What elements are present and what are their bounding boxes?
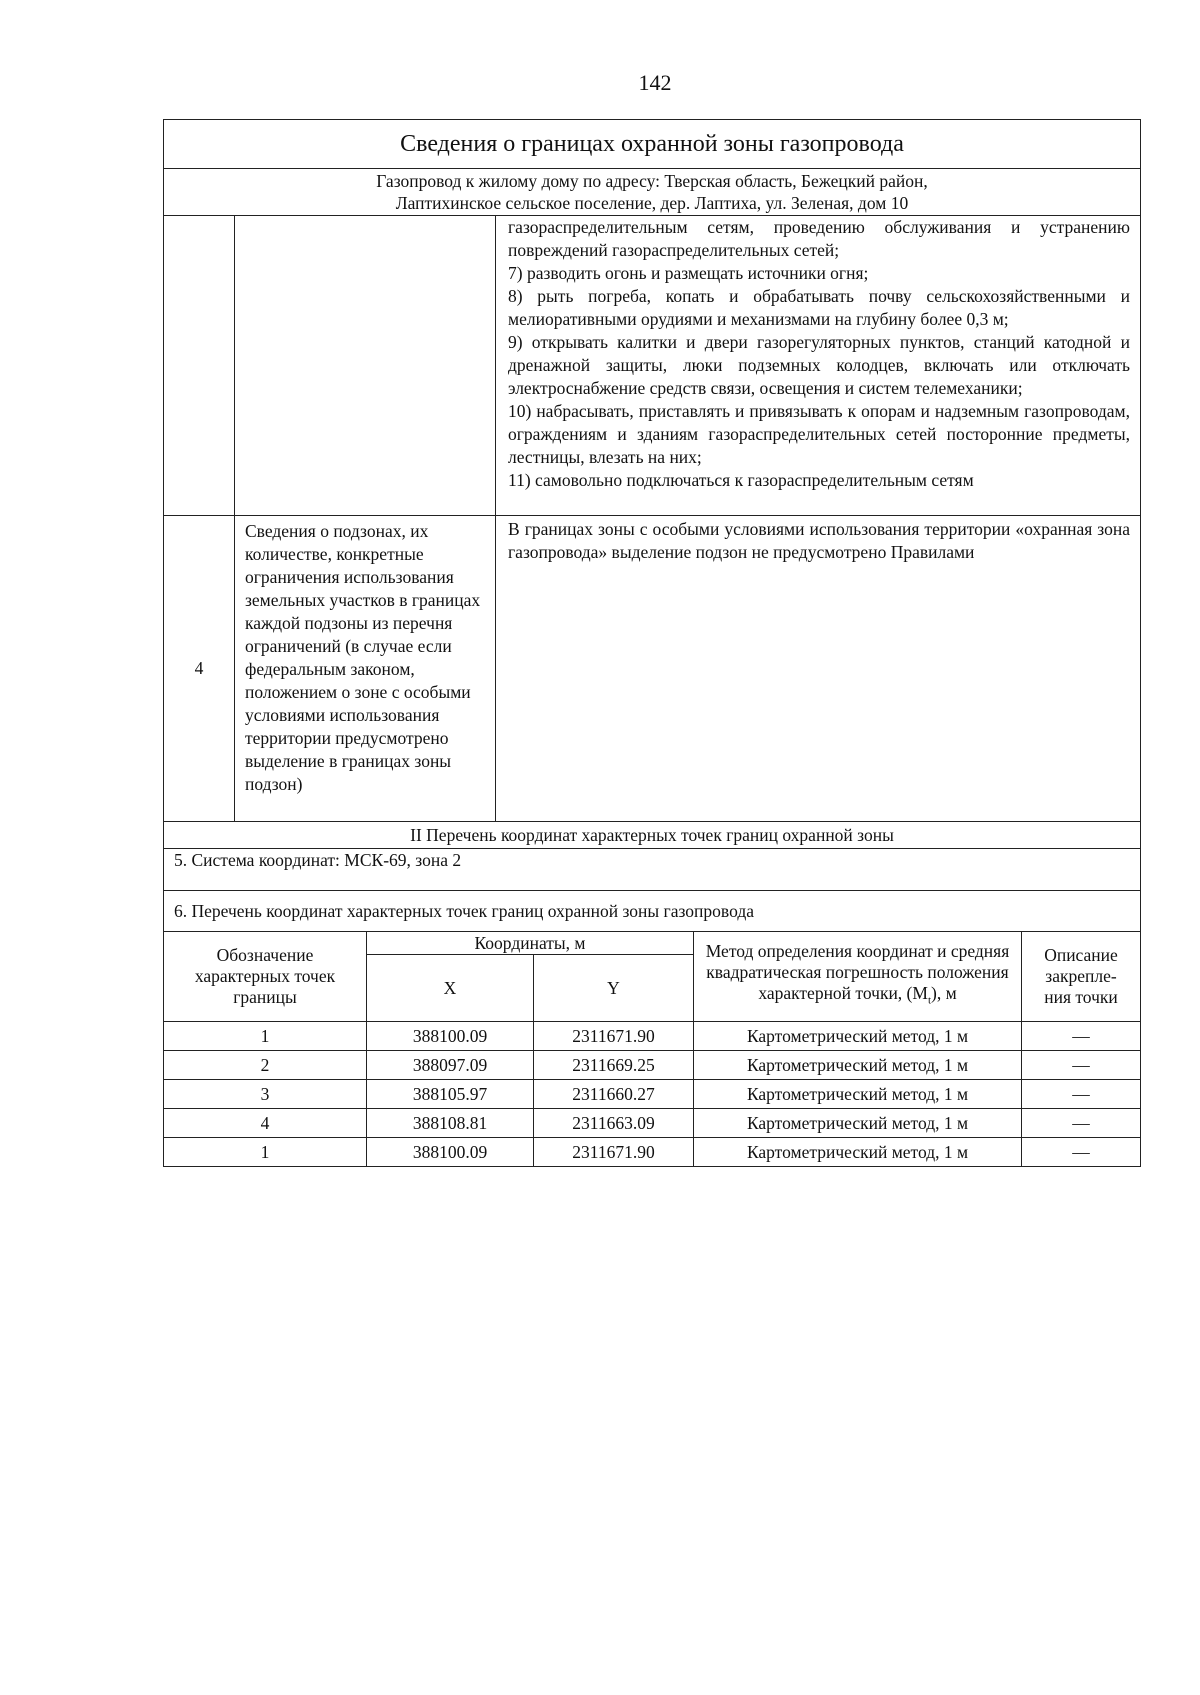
table-row <box>164 1138 1141 1167</box>
header-description: Описание закрепле-ния точки <box>1022 932 1141 1022</box>
restriction-item: 10) набрасывать, приставлять и привязывать к опорам и надземным газопроводам, ограждениям и зданиям газораспределительных сетей посторонние предметы, лестницы, влезать на них; <box>508 401 1130 467</box>
table-row <box>164 1022 1141 1051</box>
header-method-unit: ), м <box>931 983 957 1004</box>
cell-y: 2311660.27 <box>534 1080 694 1109</box>
cell-y: 2311669.25 <box>534 1051 694 1080</box>
zone-info-table <box>163 119 1141 932</box>
cell-description: — <box>1022 1051 1141 1080</box>
cell-y: 2311671.90 <box>534 1138 694 1167</box>
header-point: Обозначение характерных точек границы <box>164 932 367 1022</box>
header-y: Y <box>534 955 694 1022</box>
cell-x: 388097.09 <box>367 1051 534 1080</box>
cell-method: Картометрический метод, 1 м <box>694 1022 1022 1051</box>
row-number: 4 <box>164 516 235 822</box>
cell-x: 388100.09 <box>367 1022 534 1051</box>
document-sheet <box>163 119 1141 1167</box>
cell-x: 388105.97 <box>367 1080 534 1109</box>
table-row <box>164 1051 1141 1080</box>
cell-point: 4 <box>164 1109 367 1138</box>
cell-point: 2 <box>164 1051 367 1080</box>
subtitle-line-1: Газопровод к жилому дому по адресу: Тверская область, Бежецкий район, <box>376 171 928 191</box>
restriction-item: газораспределительным сетям, проведению обслуживания и устранению повреждений газораспределительных сетей; <box>508 217 1130 260</box>
coordinates-table <box>163 931 1141 1167</box>
cell-description: — <box>1022 1022 1141 1051</box>
table-row <box>164 1080 1141 1109</box>
cell-point: 1 <box>164 1138 367 1167</box>
header-x: X <box>367 955 534 1022</box>
cell-y: 2311663.09 <box>534 1109 694 1138</box>
document-title: Сведения о границах охранной зоны газопровода <box>164 120 1141 169</box>
header-method <box>694 932 1022 1022</box>
header-method-subscript: t <box>927 994 932 1007</box>
restrictions-continued <box>496 216 1141 516</box>
cell-description: — <box>1022 1080 1141 1109</box>
section-2-title: II Перечень координат характерных точек границ охранной зоны <box>164 822 1141 849</box>
continued-label-cell <box>235 216 496 516</box>
cell-description: — <box>1022 1109 1141 1138</box>
subtitle-line-2: Лаптихинское сельское поселение, дер. Лаптиха, ул. Зеленая, дом 10 <box>395 193 909 213</box>
subzones-value: В границах зоны с особыми условиями использования территории «охранная зона газопровода» выделение подзон не предусмотрено Правилами <box>496 516 1141 822</box>
continued-number-cell <box>164 216 235 516</box>
header-method-text: Метод определения координат и средняя квадратическая погрешность положения характерной точки, (М <box>705 941 1010 1004</box>
cell-point: 3 <box>164 1080 367 1109</box>
coordinate-system: 5. Система координат: МСК-69, зона 2 <box>164 849 1141 891</box>
points-list-title: 6. Перечень координат характерных точек границ охранной зоны газопровода <box>164 891 1141 932</box>
restriction-item: 8) рыть погреба, копать и обрабатывать почву сельскохозяйственными и мелиоративными орудиями и механизмами на глубину более 0,3 м; <box>508 286 1130 329</box>
cell-y: 2311671.90 <box>534 1022 694 1051</box>
page-number: 142 <box>638 70 672 95</box>
cell-x: 388100.09 <box>367 1138 534 1167</box>
cell-method: Картометрический метод, 1 м <box>694 1080 1022 1109</box>
subzones-label: Сведения о подзонах, их количестве, конкретные ограничения использования земельных участков в границах каждой подзоны из перечня ограничений (в случае если федеральным законом, положением о зоне с особыми условиями использования территории предусмотрено выделение в границах зоны подзон) <box>235 516 496 822</box>
restriction-item: 11) самовольно подключаться к газораспределительным сетям <box>508 470 974 490</box>
cell-point: 1 <box>164 1022 367 1051</box>
restriction-item: 7) разводить огонь и размещать источники огня; <box>508 263 869 283</box>
table-row <box>164 1109 1141 1138</box>
header-coordinates: Координаты, м <box>367 932 694 955</box>
cell-method: Картометрический метод, 1 м <box>694 1051 1022 1080</box>
document-subtitle <box>164 169 1141 216</box>
cell-method: Картометрический метод, 1 м <box>694 1109 1022 1138</box>
cell-method: Картометрический метод, 1 м <box>694 1138 1022 1167</box>
cell-x: 388108.81 <box>367 1109 534 1138</box>
restriction-item: 9) открывать калитки и двери газорегуляторных пунктов, станций катодной и дренажной защиты, люки подземных колодцев, включать или отключать электроснабжение средств связи, освещения и систем телемеханики; <box>508 332 1130 398</box>
cell-description: — <box>1022 1138 1141 1167</box>
